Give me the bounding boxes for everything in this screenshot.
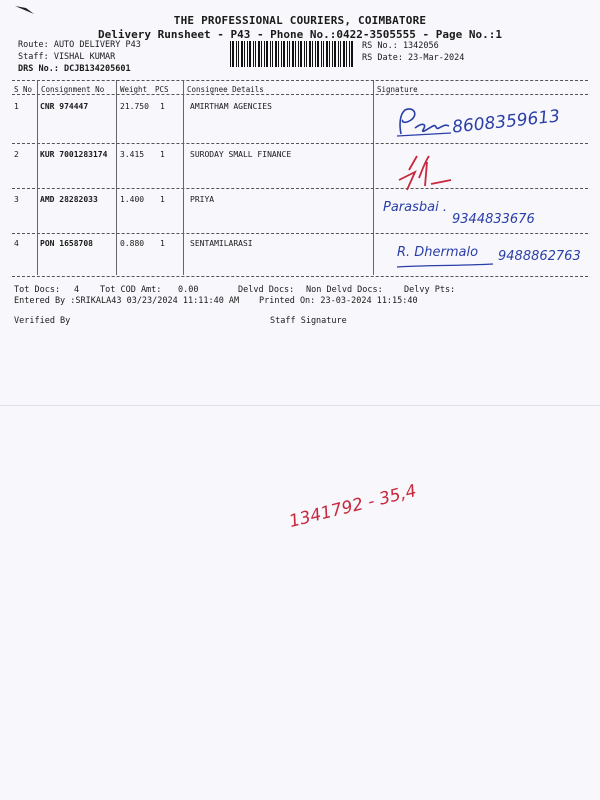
row-divider: [12, 188, 588, 189]
handwritten-red-note: 1341792 - 35,4: [287, 481, 419, 532]
rs-number: RS No.: 1342056: [362, 41, 439, 51]
staff-text: Staff: VISHAL KUMAR: [18, 52, 116, 62]
signature-4-underline: [395, 262, 495, 270]
barcode-icon: [230, 41, 354, 67]
tot-cod-value: 0.00: [178, 285, 199, 295]
row-1-consignment: CNR 974447: [40, 102, 89, 111]
row-3-weight: 1.400: [120, 195, 145, 204]
table-header-rule: [12, 94, 588, 95]
row-4-weight: 0.880: [120, 239, 145, 248]
row-3-sno: 3: [14, 195, 19, 204]
row-1-sno: 1: [14, 102, 19, 111]
row-divider: [12, 233, 588, 234]
signature-4-phone: 9488862763: [498, 249, 581, 264]
header-consignee: Consignee Details: [187, 85, 264, 94]
row-1-pcs: 1: [160, 102, 165, 111]
signature-3-name: Parasbai .: [383, 200, 447, 215]
row-3-consignee: PRIYA: [190, 195, 215, 204]
signature-3-phone: 9344833676: [452, 212, 535, 227]
table-top-rule: [12, 80, 588, 81]
column-divider: [37, 80, 38, 275]
row-1-weight: 21.750: [120, 102, 149, 111]
drs-number: DRS No.: DCJB134205601: [18, 64, 131, 74]
delvd-docs-label: Delvd Docs:: [238, 285, 295, 295]
rs-date: RS Date: 23-Mar-2024: [362, 53, 465, 63]
row-4-pcs: 1: [160, 239, 165, 248]
printed-on: Printed On: 23-03-2024 11:15:40: [259, 296, 418, 306]
row-4-consignment: PON 1658708: [40, 239, 93, 248]
staff-signature-label: Staff Signature: [270, 316, 347, 326]
signature-1-scribble: [393, 106, 453, 140]
tot-docs-label: Tot Docs:: [14, 285, 61, 295]
row-1-consignee: AMIRTHAM AGENCIES: [190, 102, 272, 111]
verified-by-label: Verified By: [14, 316, 71, 326]
runsheet-subtitle: Delivery Runsheet - P43 - Phone No.:0422-3505555 - Page No.:1: [98, 28, 502, 41]
table-bottom-rule: [12, 276, 588, 277]
tot-cod-label: Tot COD Amt:: [100, 285, 162, 295]
header-pcs: PCS: [155, 85, 169, 94]
delvy-pts-label: Delvy Pts:: [404, 285, 456, 295]
column-divider: [116, 80, 117, 275]
header-signature: Signature: [377, 85, 418, 94]
row-2-pcs: 1: [160, 150, 165, 159]
route-text: Route: AUTO DELIVERY P43: [18, 40, 141, 50]
non-delvd-docs-label: Non Delvd Docs:: [306, 285, 383, 295]
row-2-weight: 3.415: [120, 150, 145, 159]
header-weight: Weight: [120, 85, 148, 94]
tot-docs-value: 4: [74, 285, 80, 295]
row-3-pcs: 1: [160, 195, 165, 204]
row-4-consignee: SENTAMILARASI: [190, 239, 253, 248]
row-2-consignment: KUR 7001283174: [40, 150, 108, 159]
signature-1-phone: 8608359613: [451, 106, 561, 138]
header-consignment: Consignment No: [41, 85, 105, 94]
row-divider: [12, 143, 588, 144]
company-title: THE PROFESSIONAL COURIERS, COIMBATORE: [173, 14, 427, 27]
header-sno: S No: [14, 85, 33, 94]
entered-by: Entered By :SRIKALA43 03/23/2024 11:11:40 AM: [14, 296, 240, 306]
signature-2-scribble: [395, 150, 455, 192]
column-divider: [373, 80, 374, 275]
row-2-sno: 2: [14, 150, 19, 159]
signature-4-name: R. Dhermalo: [397, 245, 479, 260]
row-3-consignment: AMD 28282033: [40, 195, 98, 204]
column-divider: [183, 80, 184, 275]
paper-fold-line: [0, 405, 600, 406]
row-2-consignee: SURODAY SMALL FINANCE: [190, 150, 292, 159]
row-4-sno: 4: [14, 239, 19, 248]
